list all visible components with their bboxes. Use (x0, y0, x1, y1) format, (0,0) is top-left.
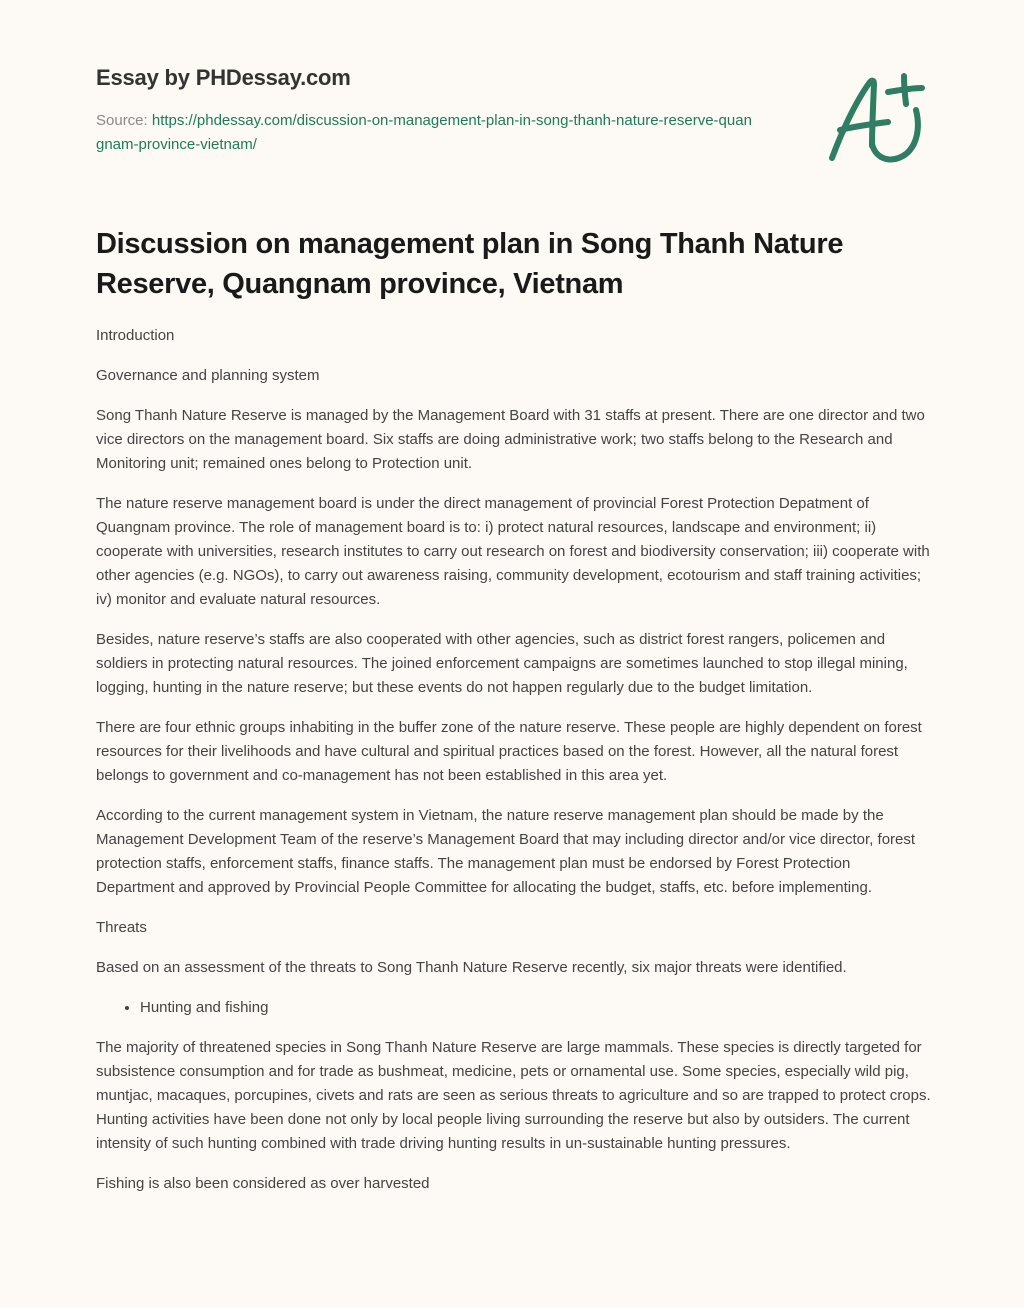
essay-body (96, 324, 932, 1212)
paragraph-hunting: The majority of threatened species in Song Thanh Nature Reserve are large mammals. These species is directly targeted for subsistence consumption and for trade as bushmeat, medicine, pets or ornamental use. Some species, especially wild pig, muntjac, macaques, porcupines, civets and rats are seen as serious threats to agriculture and so are trapped to protect crops. Hunting activities have been done not only by local people living surrounding the reserve but also by outsiders. The current intensity of such hunting combined with trade driving hunting results in un-sustainable hunting pressures. (96, 1039, 931, 1152)
page-title: Discussion on management plan in Song Thanh Nature Reserve, Quangnam province, Vietnam (96, 228, 844, 300)
list-item: • Hunting and fishing (140, 996, 932, 1020)
paragraph-fishing: Fishing is also been considered as over harvested (96, 1175, 430, 1192)
source-label: Source: (96, 112, 152, 129)
section-heading-governance: Governance and planning system (96, 367, 320, 384)
section-heading-introduction: Introduction (96, 327, 175, 344)
source-link[interactable]: https://phdessay.com/discussion-on-management-plan-in-song-thanh-nature-reserve-quangnam-province-vietnam/ (96, 112, 752, 153)
paragraph-board-role: The nature reserve management board is under the direct management of provincial Forest Protection Depatment of Quangnam province. The role of management board is to: i) protect natural resources, landscape and environment; ii) cooperate with universities, research institutes to carry out research on forest and biodiversity conservation; iii) cooperate with other agencies (e.g. NGOs), to carry out awareness raising, community development, ecotourism and staff training activities; iv) monitor and evaluate natural resources. (96, 495, 930, 608)
source-line (96, 109, 756, 157)
page-header (96, 64, 776, 157)
section-heading-threats: Threats (96, 919, 147, 936)
paragraph-staffing: Song Thanh Nature Reserve is managed by the Management Board with 31 staffs at present. There are one director and two vice directors on the management board. Six staffs are doing administrative work; two staffs belong to the Research and Monitoring unit; remained ones belong to Protection unit. (96, 407, 925, 472)
paragraph-threat-assessment: Based on an assessment of the threats to Song Thanh Nature Reserve recently, six major threats were identified. (96, 959, 847, 976)
paragraph-cooperation: Besides, nature reserve’s staffs are also cooperated with other agencies, such as district forest rangers, policemen and soldiers in protecting natural resources. The joined enforcement campaigns are sometimes launched to stop illegal mining, logging, hunting in the nature reserve; but these events do not happen regularly due to the budget limitation. (96, 631, 908, 696)
threats-list (96, 996, 932, 1020)
paragraph-management-system: According to the current management system in Vietnam, the nature reserve management plan should be made by the Management Development Team of the reserve’s Management Board that may including director and/or vice director, forest protection staffs, enforcement staffs, finance staffs. The management plan must be endorsed by Forest Protection Department and approved by Provincial People Committee for allocating the budget, staffs, etc. before implementing. (96, 807, 916, 896)
paragraph-ethnic-groups: There are four ethnic groups inhabiting in the buffer zone of the nature reserve. These people are highly dependent on forest resources for their livelihoods and have cultural and spiritual practices based on the forest. However, all the natural forest belongs to government and co-management has not been established in this area yet. (96, 719, 922, 784)
a-plus-grade-icon (820, 66, 930, 166)
site-name: Essay by PHDessay.com (96, 65, 351, 90)
